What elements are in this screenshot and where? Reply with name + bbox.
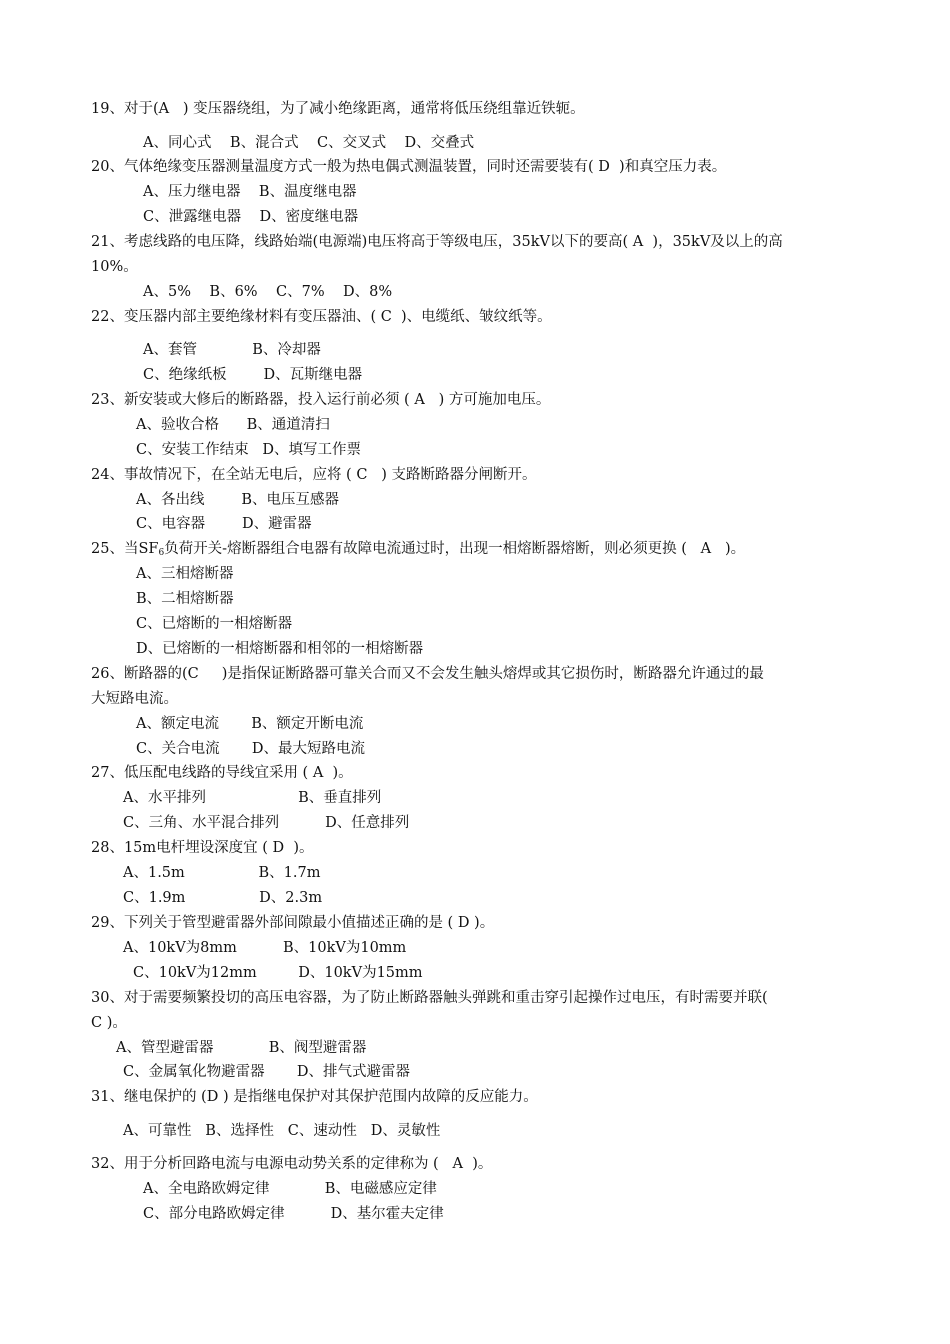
- question-25-option-c: C、已熔断的一相熔断器: [136, 616, 293, 632]
- question-23-options-row1: A、验收合格 B、通道清扫: [136, 417, 330, 433]
- question-30-options-row2: C、金属氧化物避雷器 D、排气式避雷器: [123, 1064, 410, 1080]
- question-29-stem: 29、下列关于管型避雷器外部间隙最小值描述正确的是 ( D )。: [91, 915, 495, 931]
- question-26-stem-cont: 大短路电流。: [91, 691, 178, 707]
- question-29-options-row2: C、10kV为12mm D、10kV为15mm: [133, 965, 423, 981]
- question-21-stem-cont: 10%。: [91, 259, 138, 275]
- question-26-options-row2: C、关合电流 D、最大短路电流: [136, 741, 365, 757]
- question-32-options-row1: A、全电路欧姆定律 B、电磁感应定律: [143, 1181, 437, 1197]
- question-26-options-row1: A、额定电流 B、额定开断电流: [136, 716, 364, 732]
- question-22-options-row1: A、套管 B、冷却器: [143, 342, 321, 358]
- question-22-options-row2: C、绝缘纸板 D、瓦斯继电器: [143, 367, 363, 383]
- question-30-stem: 30、对于需要频繁投切的高压电容器，为了防止断路器触头弹跳和重击穿引起操作过电压，有时需要并联(: [91, 990, 768, 1006]
- question-20-options-row2: C、泄露继电器 D、密度继电器: [143, 209, 359, 225]
- question-25-option-b: B、二相熔断器: [136, 591, 234, 607]
- question-21-options: A、5% B、6% C、7% D、8%: [143, 284, 393, 300]
- question-22-stem: 22、变压器内部主要绝缘材料有变压器油、( C )、电缆纸、皱纹纸等。: [91, 309, 552, 325]
- question-25-stem: 25、当$SF_6$负荷开关-熔断器组合电器有故障电流通过时，出现一相熔断器熔断，则必须更换 ( A )。: [91, 541, 746, 558]
- question-20-stem: 20、气体绝缘变压器测量温度方式一般为热电偶式测温装置，同时还需要装有( D )和真空压力表。: [91, 159, 727, 175]
- question-32-stem: 32、用于分析回路电流与电源电动势关系的定律称为 ( A )。: [91, 1156, 493, 1172]
- question-24-options-row1: A、各出线 B、电压互感器: [136, 492, 339, 508]
- question-19-options: A、同心式 B、混合式 C、交叉式 D、交叠式: [143, 135, 475, 151]
- question-32-options-row2: C、部分电路欧姆定律 D、基尔霍夫定律: [143, 1206, 444, 1222]
- question-27-options-row2: C、三角、水平混合排列 D、任意排列: [123, 815, 410, 831]
- question-23-stem: 23、新安装或大修后的断路器，投入运行前必须 ( A ) 方可施加电压。: [91, 392, 551, 408]
- question-21-stem: 21、考虑线路的电压降，线路始端(电源端)电压将高于等级电压，35kV以下的要高( A )，35kV及以上的高: [91, 234, 783, 250]
- question-30-options-row1: A、管型避雷器 B、阀型避雷器: [116, 1040, 367, 1056]
- question-27-options-row1: A、水平排列 B、垂直排列: [123, 790, 382, 806]
- question-19-stem: 19、对于(A ) 变压器绕组，为了减小绝缘距离，通常将低压绕组靠近铁轭。: [91, 101, 585, 117]
- question-30-stem-cont: C )。: [91, 1015, 127, 1031]
- question-25-option-a: A、三相熔断器: [136, 566, 234, 582]
- question-29-options-row1: A、10kV为8mm B、10kV为10mm: [123, 940, 407, 956]
- question-31-stem: 31、继电保护的 (D ) 是指继电保护对其保护范围内故障的反应能力。: [91, 1089, 538, 1105]
- question-25-option-d: D、已熔断的一相熔断器和相邻的一相熔断器: [136, 641, 424, 657]
- question-24-options-row2: C、电容器 D、避雷器: [136, 516, 312, 532]
- question-28-stem: 28、15m电杆埋设深度宜 ( D )。: [91, 840, 314, 856]
- question-27-stem: 27、低压配电线路的导线宜采用 ( A )。: [91, 765, 353, 781]
- question-28-options-row1: A、1.5m B、1.7m: [123, 865, 321, 881]
- question-31-options: A、可靠性 B、选择性 C、速动性 D、灵敏性: [123, 1123, 441, 1139]
- question-23-options-row2: C、安装工作结束 D、填写工作票: [136, 442, 362, 458]
- question-28-options-row2: C、1.9m D、2.3m: [123, 890, 323, 906]
- question-26-stem: 26、断路器的(C )是指保证断路器可靠关合而又不会发生触头熔焊或其它损伤时，断路器允许通过的最: [91, 666, 764, 682]
- question-20-options-row1: A、压力继电器 B、温度继电器: [143, 184, 357, 200]
- subscript-6: 6: [158, 548, 165, 558]
- question-24-stem: 24、事故情况下，在全站无电后，应将 ( C ) 支路断路器分闸断开。: [91, 467, 537, 483]
